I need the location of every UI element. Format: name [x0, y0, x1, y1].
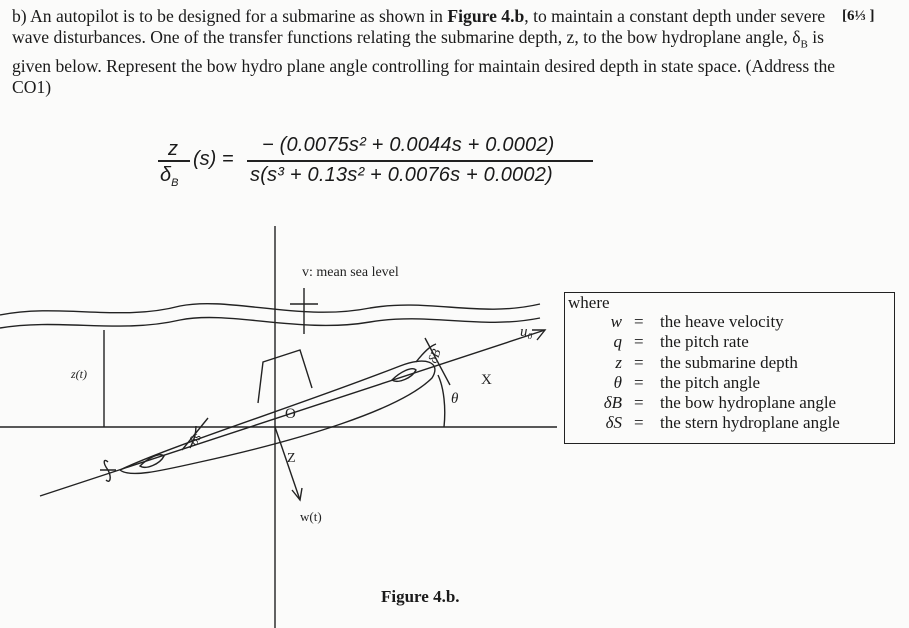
marks-badge: [6⅓ ] — [842, 8, 875, 24]
definition-symbol: δS — [605, 413, 622, 433]
definition-row — [565, 373, 894, 393]
definition-row — [565, 393, 894, 413]
definitions-list — [565, 312, 894, 434]
origin-label: O — [285, 406, 296, 422]
definition-row — [565, 332, 894, 352]
definitions-box — [564, 292, 895, 444]
delta-s-label: δs — [185, 430, 205, 448]
z-axis-label: Z — [287, 451, 296, 466]
theta-label: θ — [451, 391, 459, 407]
definition-symbol: δB — [603, 393, 622, 413]
definition-symbol: θ — [613, 372, 622, 392]
equals-sign: = — [634, 413, 644, 433]
definition-row — [565, 312, 894, 332]
w-t-label: w(t) — [300, 509, 322, 524]
equals-sign: = — [634, 393, 644, 413]
definition-description: the bow hydroplane angle — [660, 393, 837, 413]
definition-description: the heave velocity — [660, 312, 784, 331]
definition-row — [565, 413, 894, 433]
wave-surface — [0, 304, 540, 315]
definition-description: the pitch angle — [660, 372, 761, 392]
definition-symbol: q — [613, 332, 622, 352]
equals-sign: = — [634, 352, 644, 372]
x-axis-label: X — [481, 372, 492, 388]
figure-caption: Figure 4.b. — [381, 587, 460, 606]
mean-sea-level-label: v: mean sea level — [302, 265, 399, 280]
question-body: , to maintain a constant depth under severe wave disturbances. One of the transfer functions relating the submarine depth, z, to the bow hydroplane angle, δ — [12, 6, 826, 47]
definition-description: the stern hydroplane angle — [660, 413, 840, 433]
rhs-denominator: s(s³ + 0.13s² + 0.0076s + 0.0002) — [250, 164, 553, 186]
definition-symbol: z — [615, 352, 622, 372]
where-title: where — [568, 293, 610, 312]
equals-sign: = — [634, 372, 644, 392]
wave-surface-2 — [0, 317, 540, 328]
question-rest: is given below. Represent the bow hydro plane angle controlling for maintain desired depth in state space. (Address the CO1) — [12, 27, 836, 97]
figure-reference: Figure 4.b — [447, 6, 525, 26]
rhs-numerator: − (0.0075s² + 0.0044s + 0.0002) — [262, 134, 555, 156]
definition-row — [565, 353, 894, 373]
definition-description: the submarine depth — [660, 352, 798, 372]
delta-b-subscript: B — [800, 38, 808, 51]
lhs-delta-sub: B — [171, 177, 179, 189]
theta-arc — [438, 375, 445, 427]
definition-description: the pitch rate — [660, 332, 749, 352]
definition-symbol: w — [610, 312, 622, 331]
lhs-delta: δ — [160, 164, 172, 186]
propeller — [100, 460, 116, 481]
lhs-numerator: z — [168, 138, 178, 160]
equals-sign: = — [634, 312, 644, 331]
question-label: b) — [12, 6, 27, 26]
u0-label: u₀ — [520, 324, 533, 340]
delta-b-label: δB — [424, 346, 444, 366]
lhs-argument: (s) = — [193, 148, 234, 170]
equals-sign: = — [634, 332, 644, 352]
z-t-label: z(t) — [71, 367, 87, 381]
question-intro: An autopilot is to be designed for a submarine as shown in — [26, 6, 448, 26]
submarine-sail — [258, 350, 312, 403]
